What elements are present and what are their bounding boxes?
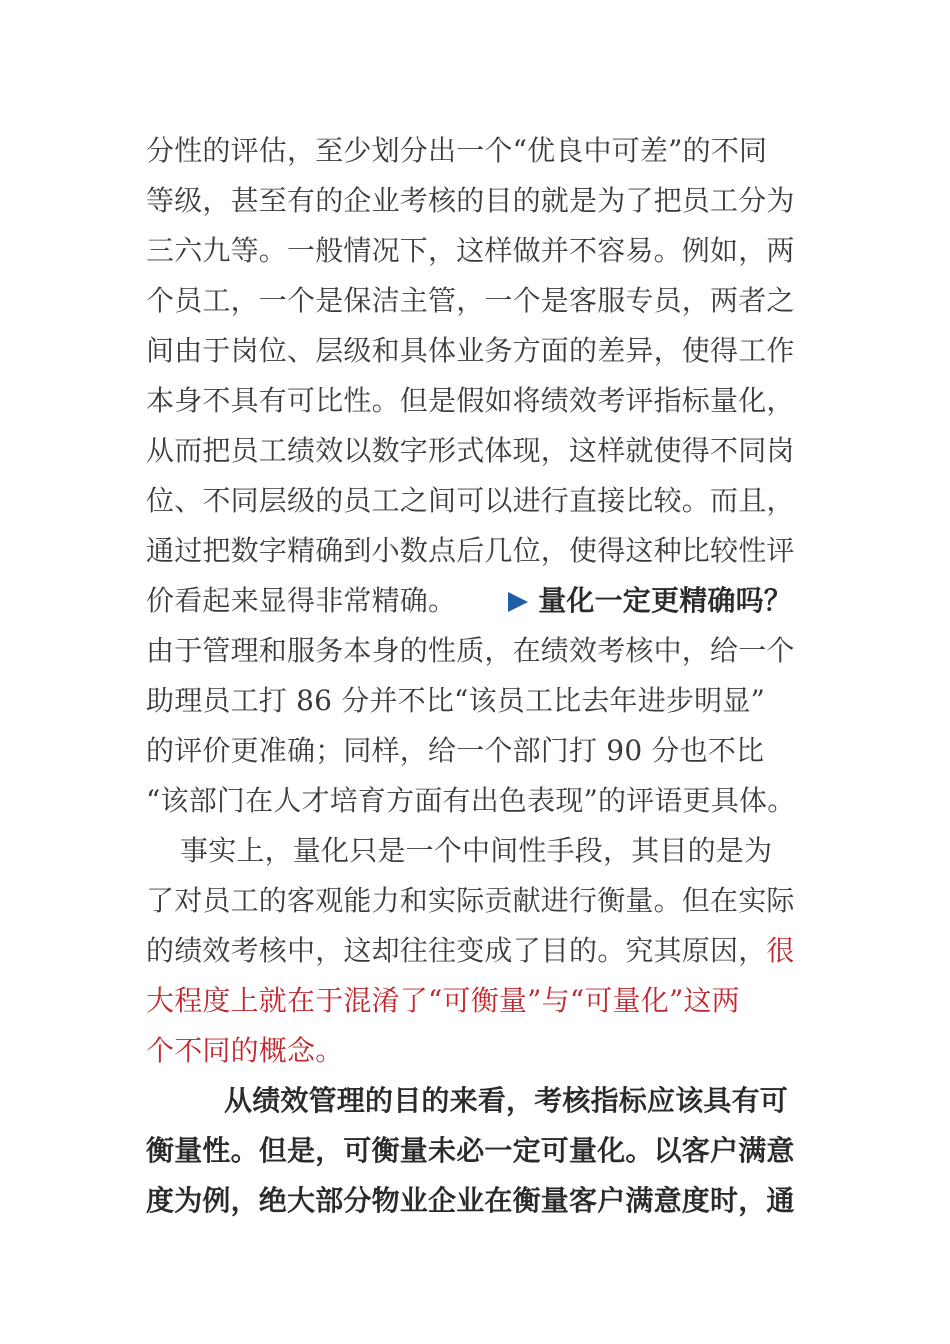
- body-text: 价看起来显得非常精确。: [146, 584, 457, 617]
- body-line: 本身不具有可比性。但是假如将绩效考评指标量化，: [146, 384, 795, 417]
- body-line: “该部门在人才培育方面有出色表现”的评语更具体。: [146, 784, 796, 817]
- bold-line: 衡量性。但是，可衡量未必一定可量化。以客户满意: [146, 1134, 795, 1167]
- emphasis-text: 很: [766, 934, 795, 967]
- emphasis-line: 个不同的概念。: [146, 1034, 344, 1067]
- body-line: 等级，甚至有的企业考核的目的就是为了把员工分为: [146, 184, 795, 217]
- document-page: [146, 126, 818, 1226]
- body-line-with-heading: [146, 576, 818, 626]
- body-line: 助理员工打 86 分并不比“该员工比去年进步明显”: [146, 684, 766, 717]
- body-line: 三六九等。一般情况下，这样做并不容易。例如，两: [146, 234, 795, 267]
- body-line: 了对员工的客观能力和实际贡献进行衡量。但在实际: [146, 884, 795, 917]
- body-line: 的评价更准确；同样，给一个部门打 90 分也不比: [146, 734, 765, 767]
- emphasis-line: 大程度上就在于混淆了“可衡量”与“可量化”这两: [146, 984, 740, 1017]
- body-line: [146, 926, 818, 976]
- body-line: 通过把数字精确到小数点后几位，使得这种比较性评: [146, 534, 795, 567]
- body-line: 分性的评估，至少划分出一个“优良中可差”的不同: [146, 134, 768, 167]
- body-line: 间由于岗位、层级和具体业务方面的差异，使得工作: [146, 334, 795, 367]
- body-line: 由于管理和服务本身的性质，在绩效考核中，给一个: [146, 634, 795, 667]
- section-heading: 量化一定更精确吗？: [538, 584, 793, 617]
- body-text: 的绩效考核中，这却往往变成了目的。究其原因，: [146, 934, 767, 967]
- body-line: 个员工，一个是保洁主管，一个是客服专员，两者之: [146, 284, 795, 317]
- arrow-right-icon: [508, 592, 528, 612]
- body-line: 事实上，量化只是一个中间性手段，其目的是为: [180, 834, 773, 867]
- body-line: 位、不同层级的员工之间可以进行直接比较。而且，: [146, 484, 795, 517]
- body-line: 从而把员工绩效以数字形式体现，这样就使得不同岗: [146, 434, 795, 467]
- bold-line: 从绩效管理的目的来看，考核指标应该具有可: [224, 1084, 789, 1117]
- bold-line: 度为例，绝大部分物业企业在衡量客户满意度时，通: [146, 1184, 795, 1217]
